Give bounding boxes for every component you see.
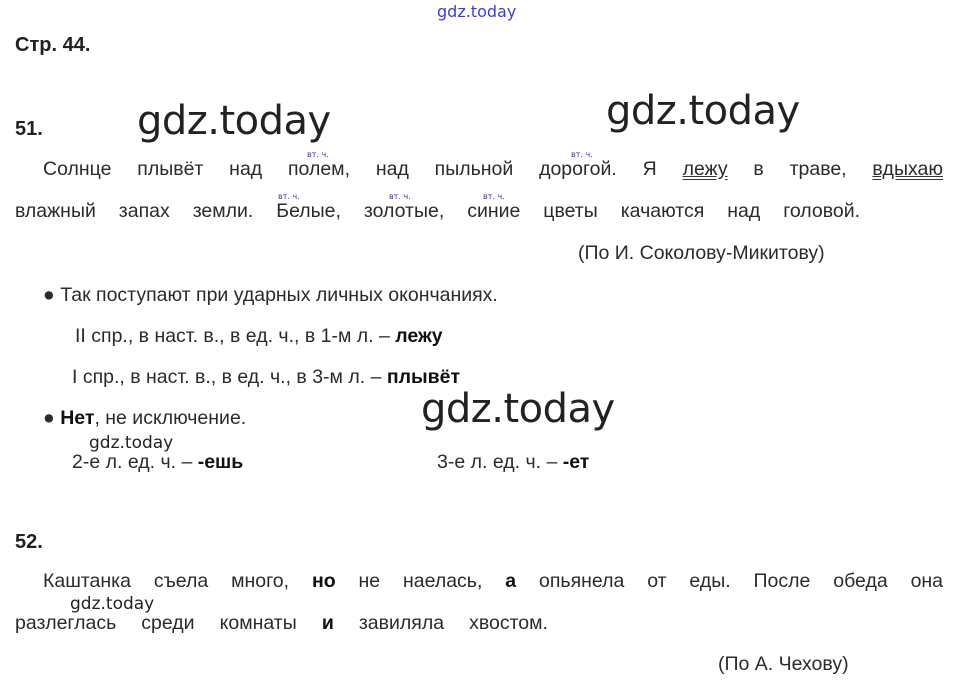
ex51-text-line-2 xyxy=(15,200,860,223)
word: пыльной xyxy=(434,158,514,180)
ex51-ending-1 xyxy=(72,451,243,474)
note-label: вт. ч. xyxy=(389,192,411,201)
word: разлеглась xyxy=(15,612,117,634)
word: много, xyxy=(231,570,290,592)
word: еды. xyxy=(689,570,731,592)
word: хвостом. xyxy=(469,612,548,634)
watermark-small-1: gdz.today xyxy=(89,433,174,453)
word: среди xyxy=(141,612,195,634)
ending-bold: -ет xyxy=(562,451,590,473)
ex51-bullet-1: ● Так поступают при ударных личных окончаниях. xyxy=(43,284,498,306)
note-label: вт. ч. xyxy=(307,150,329,159)
ex51-ending-2 xyxy=(437,451,589,474)
watermark-big-1: gdz.today xyxy=(137,98,331,144)
word: наелась, xyxy=(403,570,483,592)
word: земли. xyxy=(192,200,254,222)
note-label: вт. ч. xyxy=(571,150,593,159)
ending-text: 2-е л. ед. ч. – xyxy=(72,451,193,473)
note-label: вт. ч. xyxy=(278,192,300,201)
word: над xyxy=(727,200,761,222)
page-reference: Стр. 44. xyxy=(15,34,91,56)
word: над xyxy=(375,158,409,180)
bullet-rest: , не исключение. xyxy=(94,407,247,429)
word: золотые, xyxy=(363,200,445,222)
note-label: вт. ч. xyxy=(483,192,505,201)
word: над xyxy=(229,158,263,180)
word-bold: но xyxy=(311,570,336,592)
word: Я xyxy=(642,158,657,180)
rule-word: плывёт xyxy=(386,366,461,388)
ex51-bullet-2 xyxy=(43,407,246,430)
word-bold: а xyxy=(505,570,517,592)
rule-word: лежу xyxy=(395,325,443,347)
word: дорогой. xyxy=(539,158,617,180)
watermark-small-2: gdz.today xyxy=(70,594,155,614)
word: обеда xyxy=(833,570,888,592)
word: После xyxy=(753,570,811,592)
word: полем, xyxy=(287,158,351,180)
word: цветы xyxy=(543,200,598,222)
word-bold: и xyxy=(321,612,334,634)
exercise-51-number: 51. xyxy=(15,118,43,140)
ex52-text-line-1 xyxy=(43,570,943,593)
underlined-predicate: лежу xyxy=(682,158,728,180)
word: от xyxy=(647,570,667,592)
ending-text: 3-е л. ед. ч. – xyxy=(437,451,558,473)
word: комнаты xyxy=(219,612,297,634)
word: Солнце xyxy=(43,158,112,180)
watermark-big-3: gdz.today xyxy=(421,386,615,432)
word: Каштанка xyxy=(43,570,131,592)
rule-text: II спр., в наст. в., в ед. ч., в 1-м л. – xyxy=(75,325,390,347)
word: синие xyxy=(467,200,521,222)
watermark-big-2: gdz.today xyxy=(606,88,800,134)
ex51-author: (По И. Соколову-Микитову) xyxy=(578,242,825,264)
rule-text: I спр., в наст. в., в ед. ч., в 3-м л. – xyxy=(72,366,382,388)
ex51-rule-1 xyxy=(75,325,443,348)
word: она xyxy=(910,570,944,592)
word: головой. xyxy=(783,200,861,222)
exercise-52-number: 52. xyxy=(15,531,43,553)
word: запах xyxy=(118,200,170,222)
ending-bold: -ешь xyxy=(197,451,244,473)
watermark-top: gdz.today xyxy=(437,2,517,21)
ex52-text-line-2 xyxy=(15,612,548,635)
bullet-marker: ● xyxy=(43,407,55,429)
word: съела xyxy=(153,570,209,592)
word: завиляла xyxy=(358,612,445,634)
bullet-bold: Нет xyxy=(60,407,95,429)
word: влажный xyxy=(15,200,96,222)
word: в xyxy=(753,158,764,180)
word: Белые, xyxy=(276,200,341,222)
ex51-rule-2 xyxy=(72,366,460,389)
word: плывёт xyxy=(137,158,204,180)
word: опьянела xyxy=(539,570,625,592)
word: не xyxy=(358,570,381,592)
word: траве, xyxy=(789,158,847,180)
ex51-text-line-1 xyxy=(43,158,943,181)
ex52-author: (По А. Чехову) xyxy=(718,653,849,675)
word: качаются xyxy=(620,200,705,222)
underlined-predicate: вдыхаю xyxy=(872,158,943,180)
